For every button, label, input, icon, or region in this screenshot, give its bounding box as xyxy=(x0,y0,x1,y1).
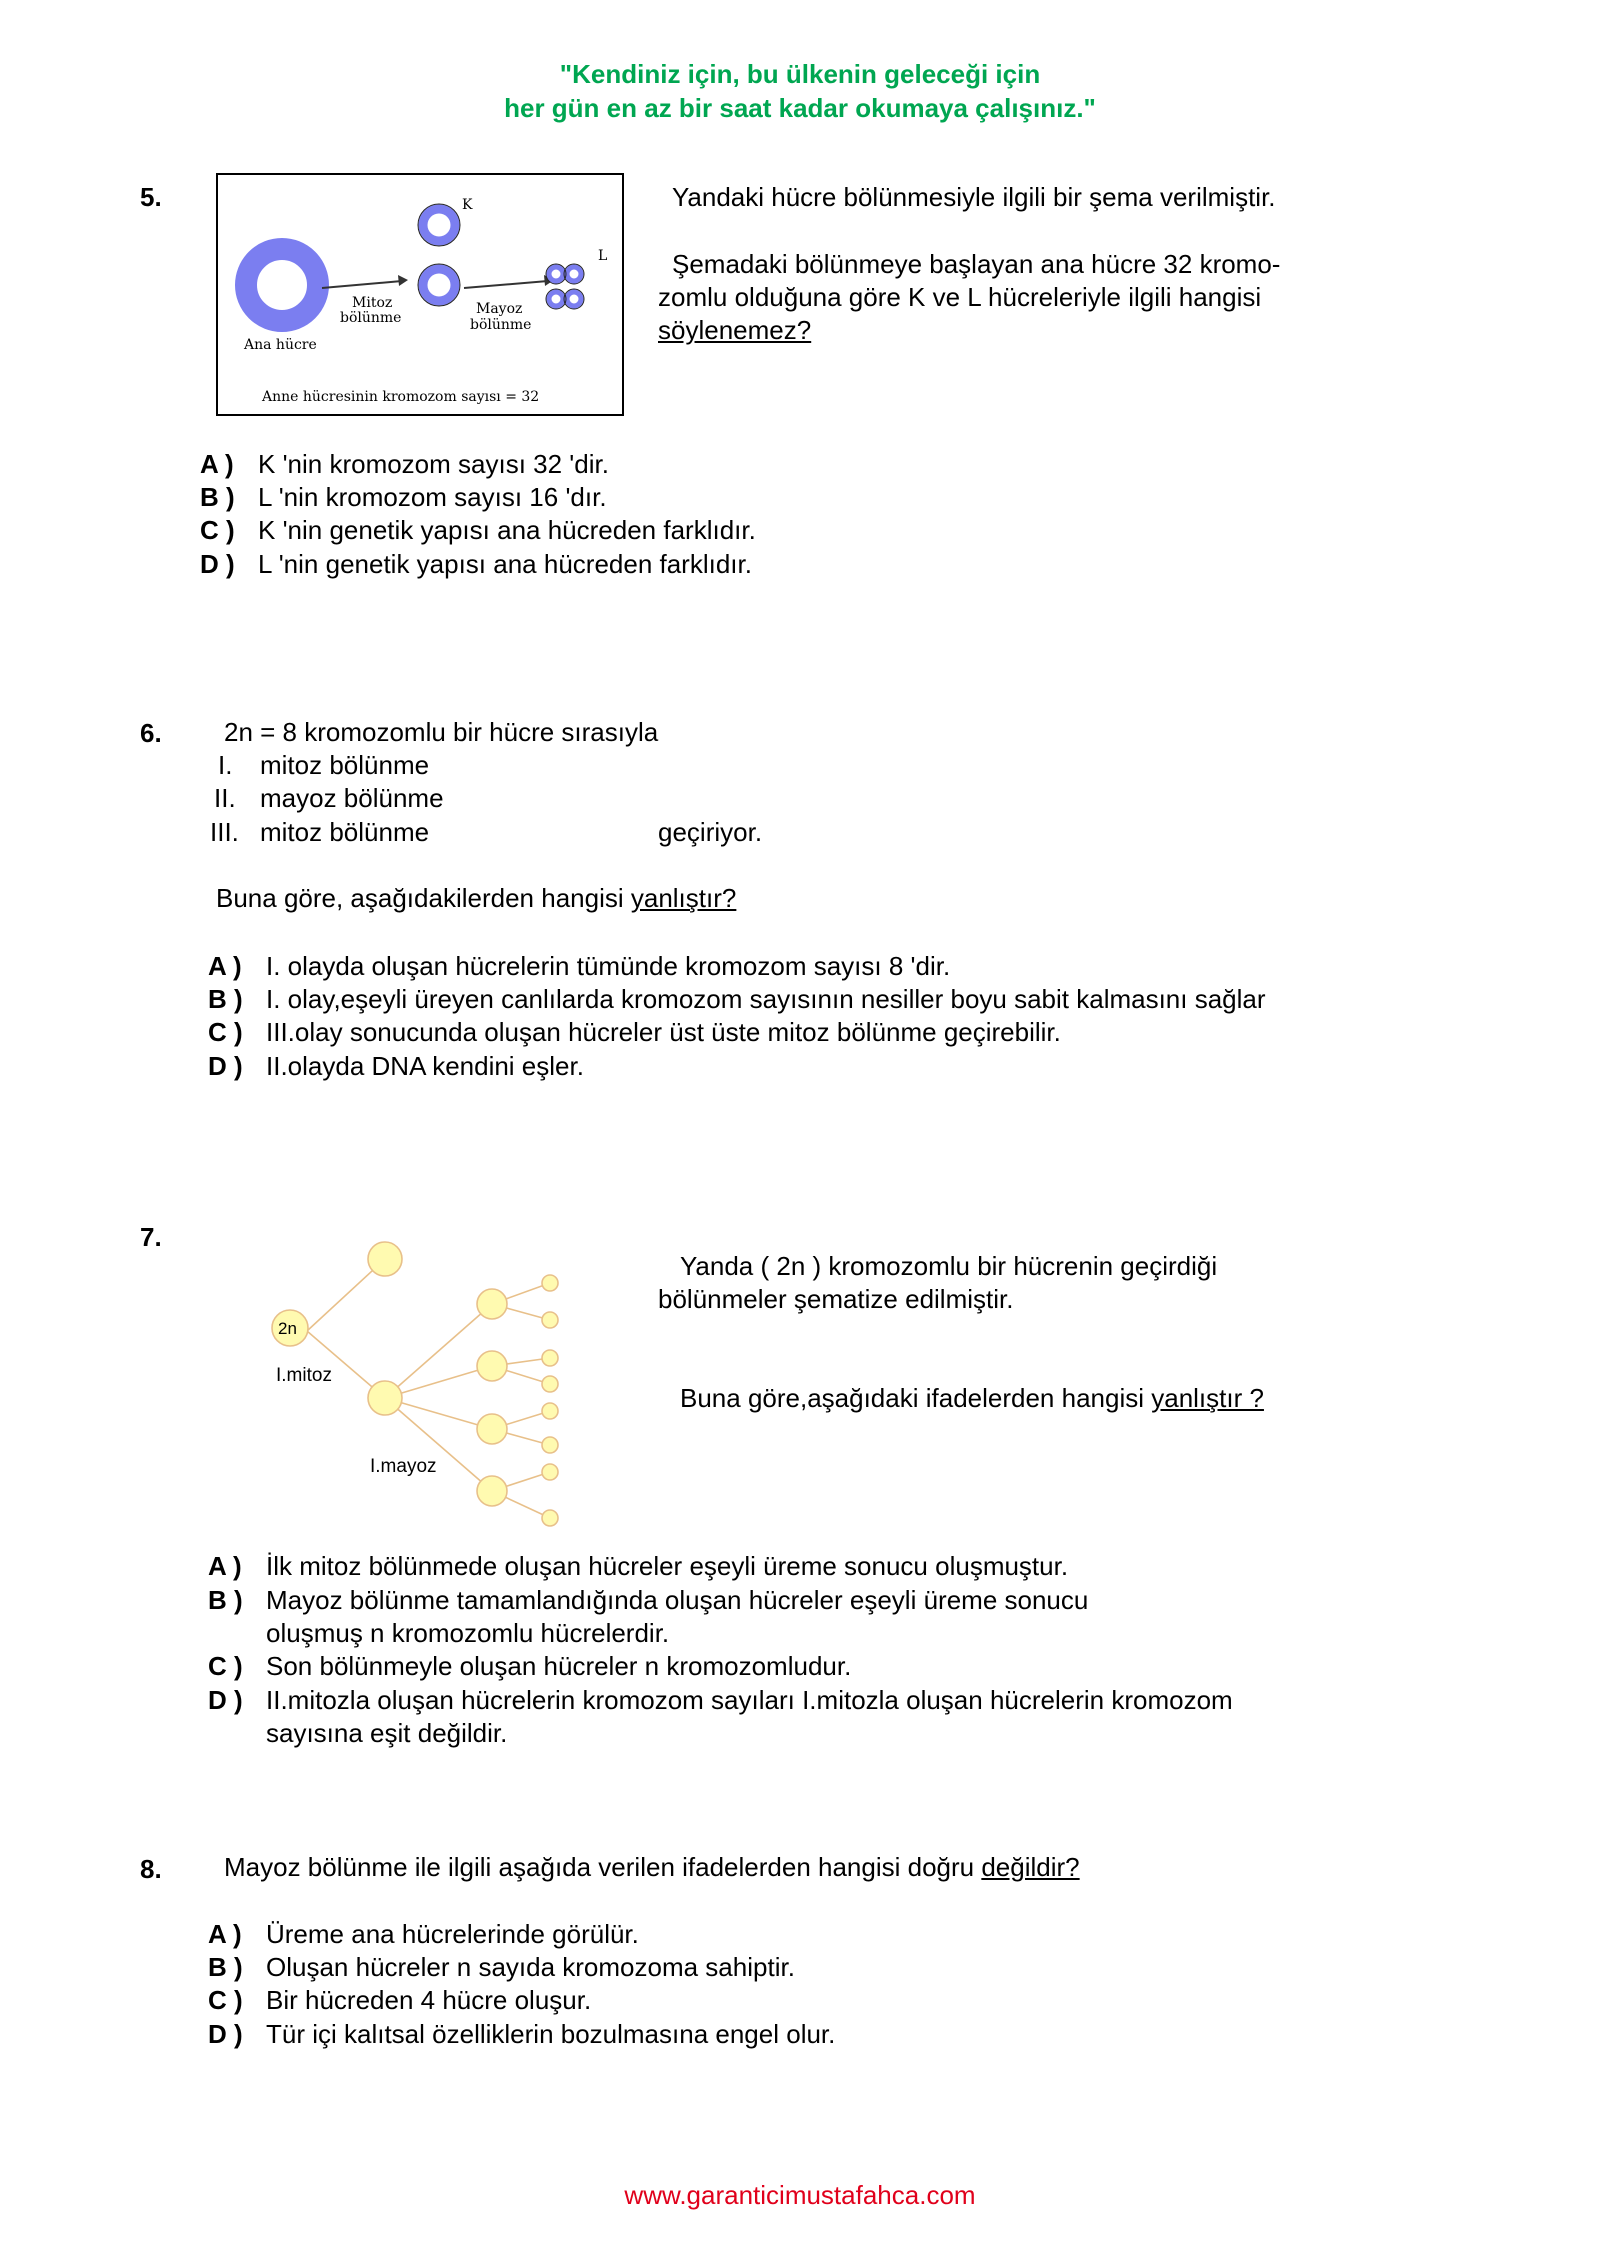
q7-option-b[interactable]: B ) Mayoz bölünme tamamlandığında oluşan hücreler eşeyli üreme sonucu xyxy=(208,1585,1089,1615)
label-mitoz-bolunme: bölünme xyxy=(340,310,402,326)
label-i-mayoz: I.mayoz xyxy=(370,1456,437,1477)
q6-option-c[interactable]: C ) III.olay sonucunda oluşan hücreler üst üste mitoz bölünme geçirebilir. xyxy=(208,1017,1061,1047)
tree-branches xyxy=(307,1259,550,1518)
q5-option-c[interactable]: C ) K 'nin genetik yapısı ana hücreden farklıdır. xyxy=(200,515,756,545)
question-7-number: 7. xyxy=(140,1222,162,1252)
q6-question: Buna göre, aşağıdakilerden hangisi yanlıştır? xyxy=(216,883,737,913)
q7-question: Buna göre,aşağıdaki ifadelerden hangisi yanlıştır ? xyxy=(680,1383,1264,1413)
q7-option-b-cont: oluşmuş n kromozomlu hücrelerdir. xyxy=(266,1618,670,1648)
q8-question: Mayoz bölünme ile ilgili aşağıda verilen ifadelerden hangisi doğru değildir? xyxy=(224,1852,1080,1882)
q5-option-a[interactable]: A ) K 'nin kromozom sayısı 32 'dir. xyxy=(200,449,609,479)
q5-option-b[interactable]: B ) L 'nin kromozom sayısı 16 'dır. xyxy=(200,482,607,512)
q7-option-d-cont: sayısına eşit değildir. xyxy=(266,1718,508,1748)
q7-option-a[interactable]: A ) İlk mitoz bölünmede oluşan hücreler eşeyli üreme sonucu oluşmuştur. xyxy=(208,1551,1069,1581)
q8-option-b[interactable]: B ) Oluşan hücreler n sayıda kromozoma sahiptir. xyxy=(208,1952,795,1982)
q6-step-2-roman: II. xyxy=(214,783,236,813)
q6-step-3: mitoz bölünme xyxy=(260,817,430,847)
mother-cell xyxy=(246,249,318,321)
arrow-mayoz xyxy=(464,281,548,288)
label-mayoz-bolunme: bölünme xyxy=(470,317,532,333)
q6-option-d[interactable]: D ) II.olayda DNA kendini eşler. xyxy=(208,1051,584,1081)
label-mitoz: Mitoz xyxy=(352,295,393,311)
label-i-mitoz: I.mitoz xyxy=(276,1365,332,1386)
q8-option-c[interactable]: C ) Bir hücreden 4 hücre oluşur. xyxy=(208,1985,592,2015)
arrow-mitoz xyxy=(322,281,402,288)
q5-text-line4: söylenemez? xyxy=(658,315,812,345)
q6-step-1: mitoz bölünme xyxy=(260,750,430,780)
q5-text-line2: Şemadaki bölünmeye başlayan ana hücre 32 kromo- xyxy=(672,249,1281,279)
header-quote-line2: her gün en az bir saat kadar okumaya çalışınız." xyxy=(504,93,1096,123)
q6-step-3-roman: III. xyxy=(210,817,239,847)
q6-step-2: mayoz bölünme xyxy=(260,783,444,813)
label-k: K xyxy=(462,197,473,213)
q7-division-tree-figure xyxy=(250,1226,620,1546)
q5-text-line1: Yandaki hücre bölünmesiyle ilgili bir şema verilmiştir. xyxy=(672,182,1276,212)
figure-caption: Anne hücresinin kromozom sayısı = 32 xyxy=(262,389,540,405)
question-8-number: 8. xyxy=(140,1854,162,1884)
header-quote-line1: "Kendiniz için, bu ülkenin geleceği için xyxy=(559,59,1041,89)
q7-diagram-svg xyxy=(250,1226,620,1546)
q5-text-line3: zomlu olduğuna göre K ve L hücreleriyle ilgili hangisi xyxy=(658,282,1262,312)
cell-mitosis-top xyxy=(368,1242,402,1276)
label-2n: 2n xyxy=(278,1319,297,1338)
q5-diagram-svg xyxy=(218,175,622,414)
k-cell xyxy=(423,209,455,241)
q7-option-c[interactable]: C ) Son bölünmeyle oluşan hücreler n kromozomludur. xyxy=(208,1651,852,1681)
q6-intro: 2n = 8 kromozomlu bir hücre sırasıyla xyxy=(224,717,659,747)
q7-text-line1: Yanda ( 2n ) kromozomlu bir hücrenin geçirdiği xyxy=(680,1251,1218,1281)
label-ana-hucre: Ana hücre xyxy=(244,337,317,353)
q8-option-a[interactable]: A ) Üreme ana hücrelerinde görülür. xyxy=(208,1919,639,1949)
q6-step-1-roman: I. xyxy=(218,750,233,780)
q6-option-a[interactable]: A ) I. olayda oluşan hücrelerin tümünde kromozom sayısı 8 'dir. xyxy=(208,951,951,981)
label-mayoz: Mayoz xyxy=(476,301,523,317)
q7-text-line2: bölünmeler şematize edilmiştir. xyxy=(658,1284,1014,1314)
question-6-number: 6. xyxy=(140,718,162,748)
q6-suffix: geçiriyor. xyxy=(658,817,763,847)
q6-option-b[interactable]: B ) I. olay,eşeyli üreyen canlılarda kromozom sayısının nesiller boyu sabit kalmasını sağlar xyxy=(208,984,1266,1014)
label-l: L xyxy=(598,248,608,264)
l-cells xyxy=(549,267,581,306)
cell-mitosis-bottom xyxy=(368,1381,402,1415)
footer-url[interactable]: www.garanticimustafahca.com xyxy=(624,2180,976,2210)
q8-option-d[interactable]: D ) Tür içi kalıtsal özelliklerin bozulmasına engel olur. xyxy=(208,2019,836,2049)
q5-option-d[interactable]: D ) L 'nin genetik yapısı ana hücreden farklıdır. xyxy=(200,549,752,579)
question-5-number: 5. xyxy=(140,182,162,212)
q7-option-d[interactable]: D ) II.mitozla oluşan hücrelerin kromozom sayıları I.mitozla oluşan hücrelerin kromozom xyxy=(208,1685,1233,1715)
mitosis-cell xyxy=(423,269,455,301)
q5-cell-division-figure xyxy=(216,173,624,416)
